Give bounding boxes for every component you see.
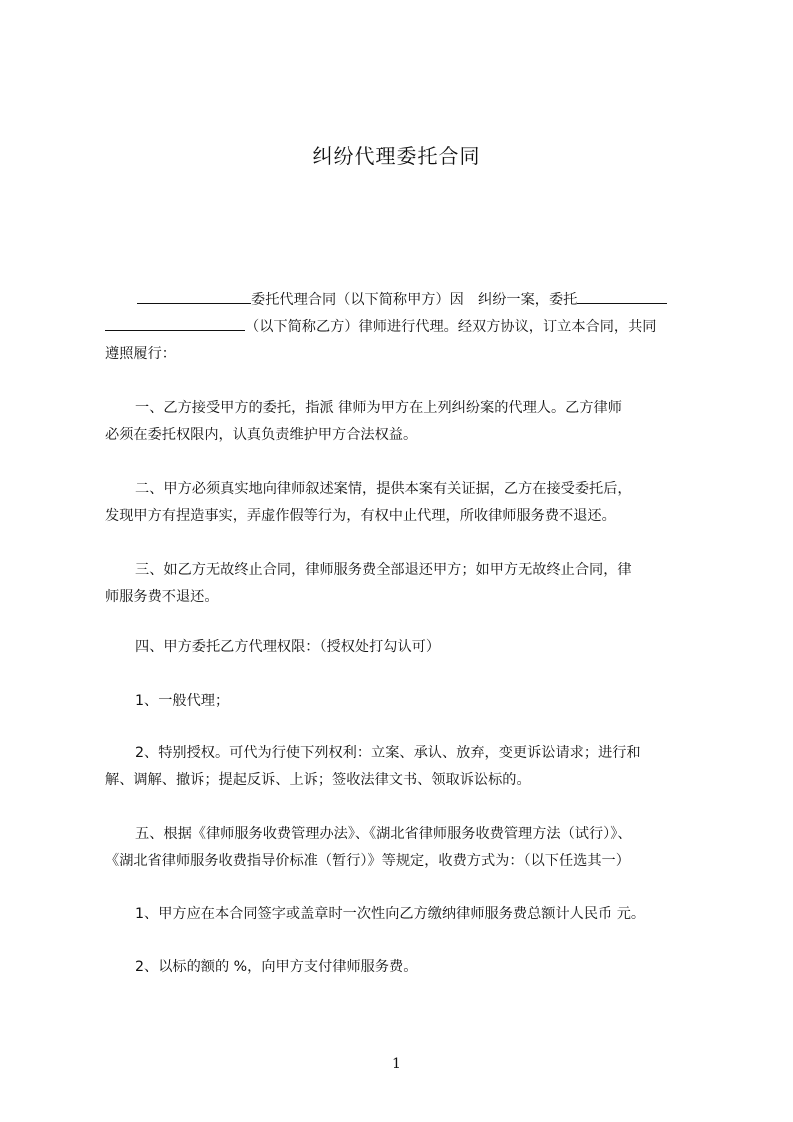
clause-4: 四、甲方委托乙方代理权限：（授权处打勾认可）: [135, 639, 441, 655]
clause-5: 五、根据《律师服务收费管理办法》、《湖北省律师服务收费管理方法（试行）》、 《湖北省律师服务收费指导价标准（暂行）》等规定，收费方式为：（以下任选其一）: [105, 826, 632, 869]
clause-3: 三、如乙方无故终止合同，律师服务费全部退还甲方；如甲方无故终止合同，律 师服务费不退还。: [105, 562, 632, 605]
document-title: 纠纷代理委托合同: [312, 144, 481, 168]
intro-line-3: 遵照履行：: [105, 346, 176, 362]
clause-1: 一、乙方接受甲方的委托，指派 律师为甲方在上列纠纷案的代理人。乙方律师 必须在委托权限内，认真负责维护甲方合法权益。: [105, 400, 622, 443]
page-number: 1: [392, 1056, 401, 1072]
clause-5-item-1: 1、甲方应在本合同签字或盖章时一次性向乙方缴纳律师服务费总额计人民币 元。: [135, 906, 646, 922]
clause-4-item-2: 2、特别授权。可代为行使下列权利：立案、承认、放弃，变更诉讼请求；进行和 解、调解、撤诉；提起反诉、上诉；签收法律文书、领取诉讼标的。: [105, 745, 641, 788]
clause-2: 二、甲方必须真实地向律师叙述案情，提供本案有关证据，乙方在接受委托后， 发现甲方有捏造事实，弄虚作假等行为，有权中止代理，所收律师服务费不退还。: [105, 481, 632, 524]
intro-line-2: （以下简称乙方）律师进行代理。经双方协议，订立本合同，共同: [105, 314, 697, 341]
party-b-blank-2: [105, 316, 245, 331]
clause-5-item-2: 2、以标的额的 %，向甲方支付律师服务费。: [135, 959, 418, 975]
intro-paragraph: [105, 287, 697, 368]
party-a-blank: [137, 289, 251, 304]
clause-4-item-1: 1、一般代理；: [135, 693, 230, 709]
intro-line-1: 委托代理合同（以下简称甲方）因 纠纷一案，委托: [105, 287, 697, 314]
party-b-blank-1: [577, 289, 667, 304]
